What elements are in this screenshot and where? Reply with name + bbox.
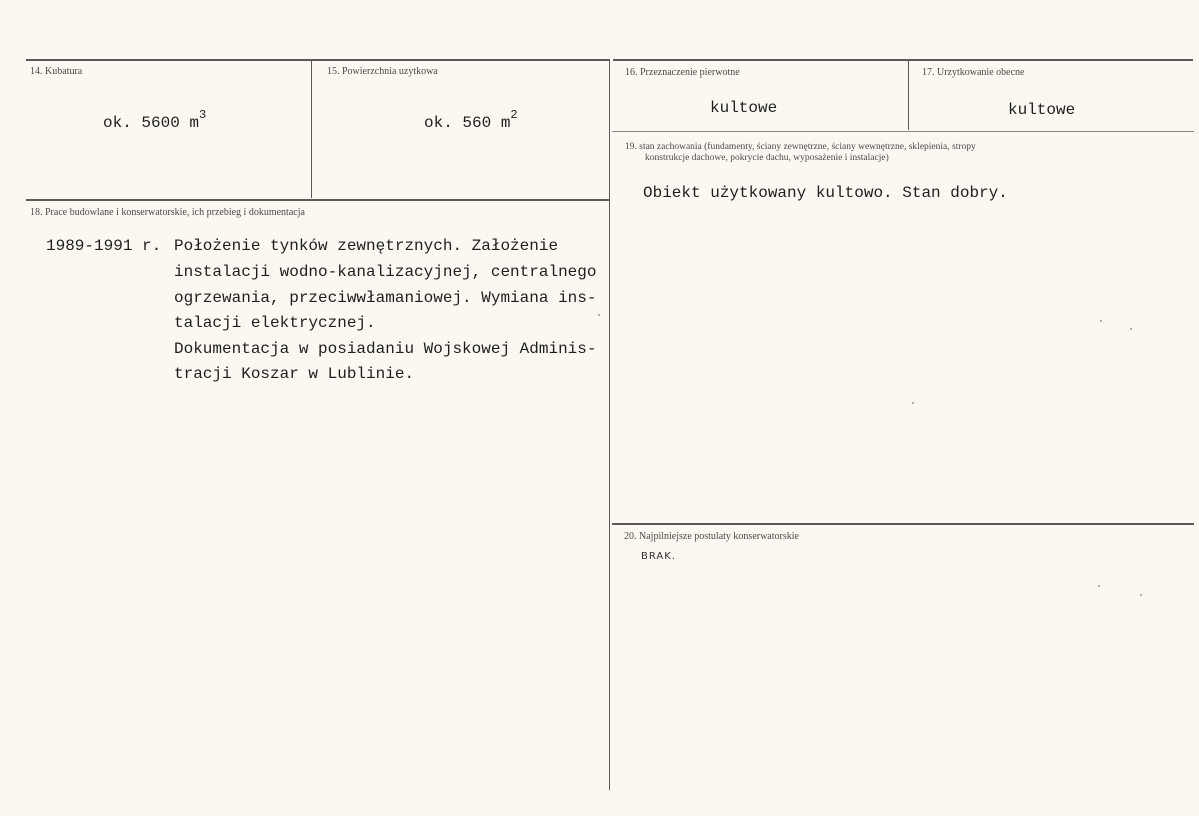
field-18-date: 1989-1991 r. — [46, 237, 162, 255]
top-rule-right — [613, 59, 1193, 61]
scan-speck — [1098, 585, 1100, 587]
field-19-value: Obiekt użytkowany kultowo. Stan dobry. — [643, 184, 1008, 202]
rule-below-14-15 — [26, 199, 610, 201]
scan-speck — [1140, 594, 1142, 596]
field-14-value-text: ok. 5600 m — [103, 114, 200, 132]
rule-below-16-17 — [612, 131, 1194, 132]
field-16-label: 16. Przeznaczenie pierwotne — [625, 67, 740, 78]
field-18-line-5: Dokumentacja w posiadaniu Wojskowej Adminis- — [174, 340, 597, 358]
field-18-label: 18. Prace budowlane i konserwatorskie, ich przebieg i dokumentacja — [30, 207, 305, 218]
field-15-value — [424, 108, 518, 132]
field-19-label-line-2: konstrukcje dachowe, pokrycie dachu, wyposażenie i instalacje) — [645, 153, 889, 163]
field-19-label-line-1: 19. stan zachowania (fundamenty, ściany zewnętrzne, ściany wewnętrzne, sklepienia, stropy — [625, 142, 976, 152]
scan-speck — [598, 314, 600, 316]
field-18-line-6: tracji Koszar w Lublinie. — [174, 365, 415, 383]
field-17-label: 17. Urzytkowanie obecne — [922, 67, 1025, 78]
rule-above-20 — [612, 523, 1194, 525]
field-18-line-2: instalacji wodno-kanalizacyjnej, centralnego — [174, 263, 597, 281]
scan-speck — [1100, 320, 1102, 322]
scan-speck — [912, 402, 914, 404]
field-14-label: 14. Kubatura — [30, 66, 83, 77]
divider-center — [609, 60, 610, 790]
field-20-handwritten-value: BRAK. — [641, 551, 676, 562]
scan-speck — [1130, 328, 1132, 330]
field-16-value: kultowe — [710, 99, 778, 117]
field-15-label: 15. Powierzchnia uzytkowa — [327, 66, 438, 77]
field-14-value — [103, 108, 207, 132]
field-14-exponent: 3 — [199, 108, 207, 122]
field-17-value: kultowe — [1008, 101, 1076, 119]
field-18-line-3: ogrzewania, przeciwwłamaniowej. Wymiana ins- — [174, 289, 597, 307]
field-20-label: 20. Najpilniejsze postulaty konserwatorskie — [624, 531, 799, 542]
divider-16-17 — [908, 60, 909, 130]
field-15-exponent: 2 — [510, 108, 518, 122]
field-18-line-4: talacji elektrycznej. — [174, 314, 376, 332]
field-15-value-text: ok. 560 m — [424, 114, 511, 132]
top-rule-left — [26, 59, 610, 61]
field-18-line-1: Położenie tynków zewnętrznych. Założenie — [174, 237, 559, 255]
divider-14-15 — [311, 60, 312, 198]
